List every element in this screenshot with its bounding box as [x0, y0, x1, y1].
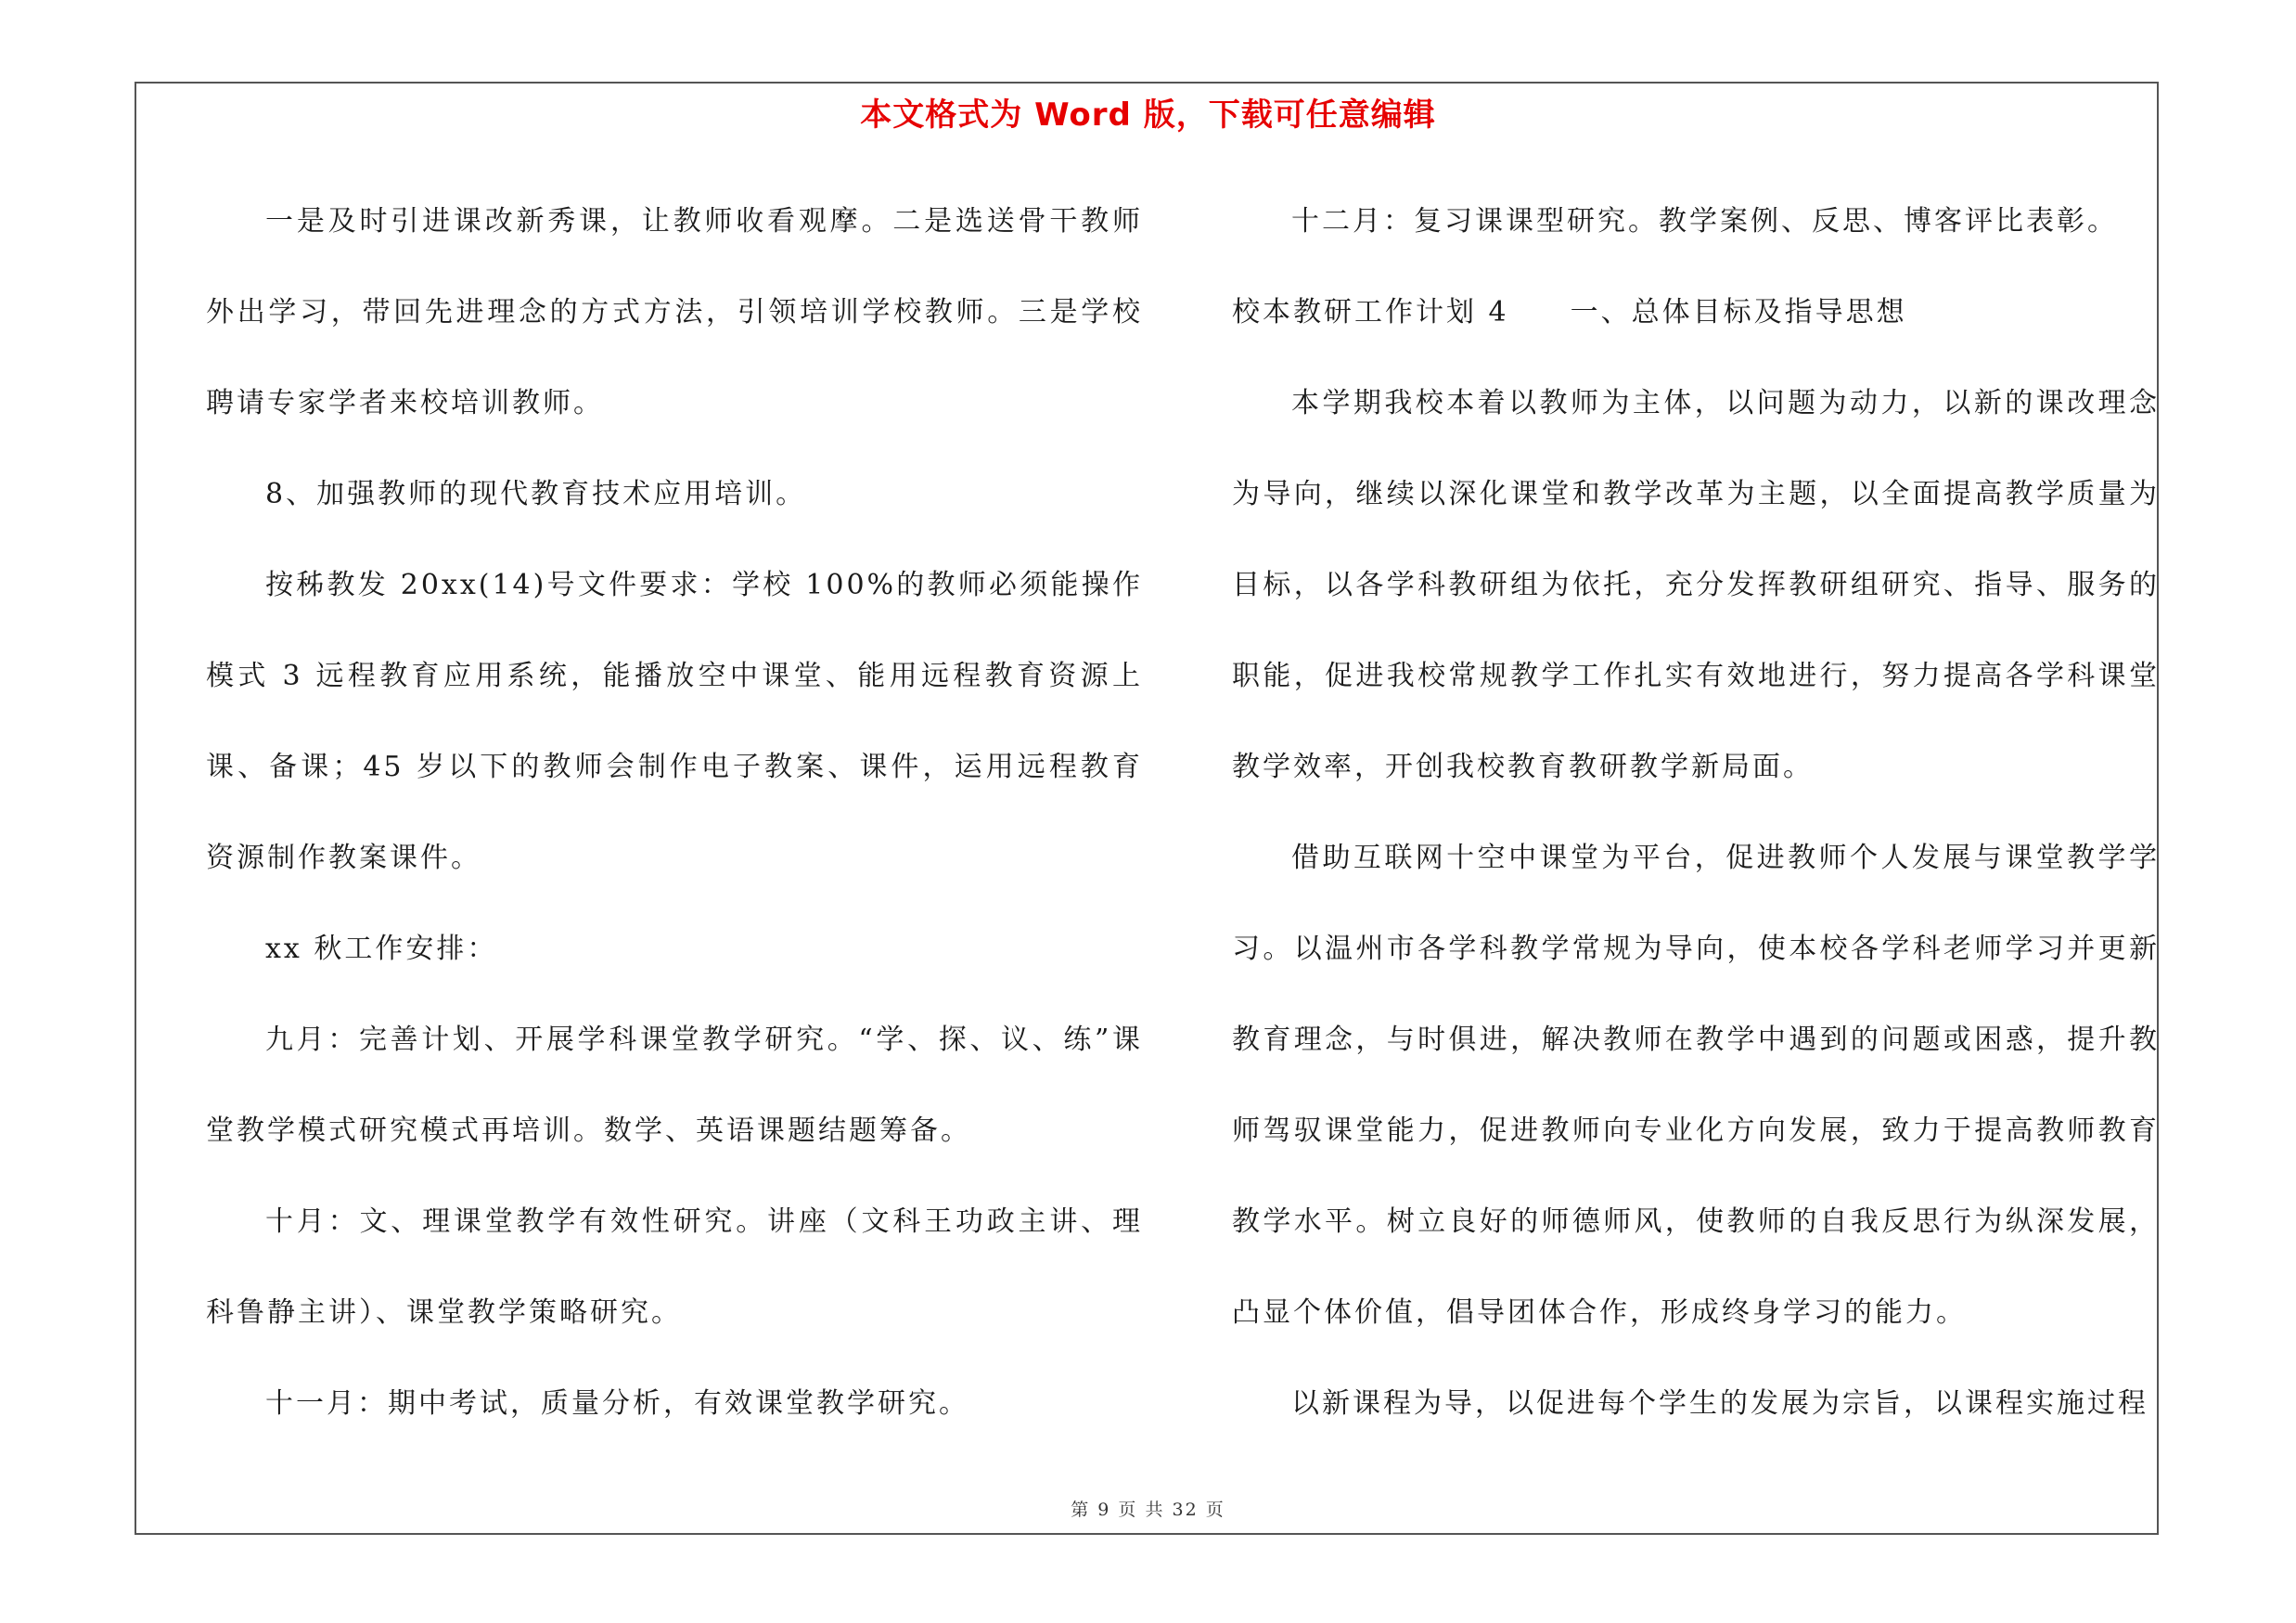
paragraph: xx 秋工作安排： — [265, 933, 498, 965]
paragraph: 按秭教发 20xx(14)号文件要求：学校 100%的教师必须能操作模式 3 远程教育应用系统，能播放空中课堂、能用远程教育资源上课、备课；45 岁以下的教师会制作电子教案、课件，运用远程教育资源制作教案课件。 — [206, 569, 1143, 874]
paragraph: 十一月：期中考试，质量分析，有效课堂教学研究。 — [265, 1387, 969, 1420]
paragraph: 借助互联网十空中课堂为平台，促进教师个人发展与课堂教学学习。以温州市各学科教学常规为导向，使本校各学科老师学习并更新教育理念，与时俱进，解决教师在教学中遇到的问题或困惑，提升教师驾驭课堂能力，促进教师向专业化方向发展，致力于提高教师教育教学水平。树立良好的师德师风，使教师的自我反思行为纵深发展，凸显个体价值，倡导团体合作，形成终身学习的能力。 — [1232, 842, 2160, 1329]
page-number: 第 9 页 共 32 页 — [1071, 1500, 1225, 1520]
section-heading: 校本教研工作计划 4 一、总体目标及指导思想 — [1232, 296, 1907, 328]
paragraph: 十二月：复习课课型研究。教学案例、反思、博客评比表彰。 — [1291, 205, 2118, 238]
paragraph: 以新课程为导，以促进每个学生的发展为宗旨，以课程实施过程 — [1291, 1387, 2148, 1420]
paragraph: 一是及时引进课改新秀课，让教师收看观摩。二是选送骨干教师外出学习，带回先进理念的方式方法，引领培训学校教师。三是学校聘请专家学者来校培训教师。 — [206, 205, 1143, 419]
header-banner: 本文格式为 Word 版，下载可任意编辑 — [860, 97, 1436, 134]
paragraph: 8、加强教师的现代教育技术应用培训。 — [265, 478, 807, 510]
paragraph: 九月：完善计划、开展学科课堂教学研究。“学、探、议、练”课堂教学模式研究模式再培训。数学、英语课题结题筹备。 — [206, 1024, 1143, 1147]
left-column — [206, 176, 1143, 1449]
paragraph: 十月：文、理课堂教学有效性研究。讲座（文科王功政主讲、理科鲁静主讲）、课堂教学策略研究。 — [206, 1205, 1143, 1329]
right-column — [1232, 176, 2160, 1449]
paragraph: 本学期我校本着以教师为主体，以问题为动力，以新的课改理念为导向，继续以深化课堂和教学改革为主题，以全面提高教学质量为目标，以各学科教研组为依托，充分发挥教研组研究、指导、服务的职能，促进我校常规教学工作扎实有效地进行，努力提高各学科课堂教学效率，开创我校教育教研教学新局面。 — [1232, 387, 2160, 783]
